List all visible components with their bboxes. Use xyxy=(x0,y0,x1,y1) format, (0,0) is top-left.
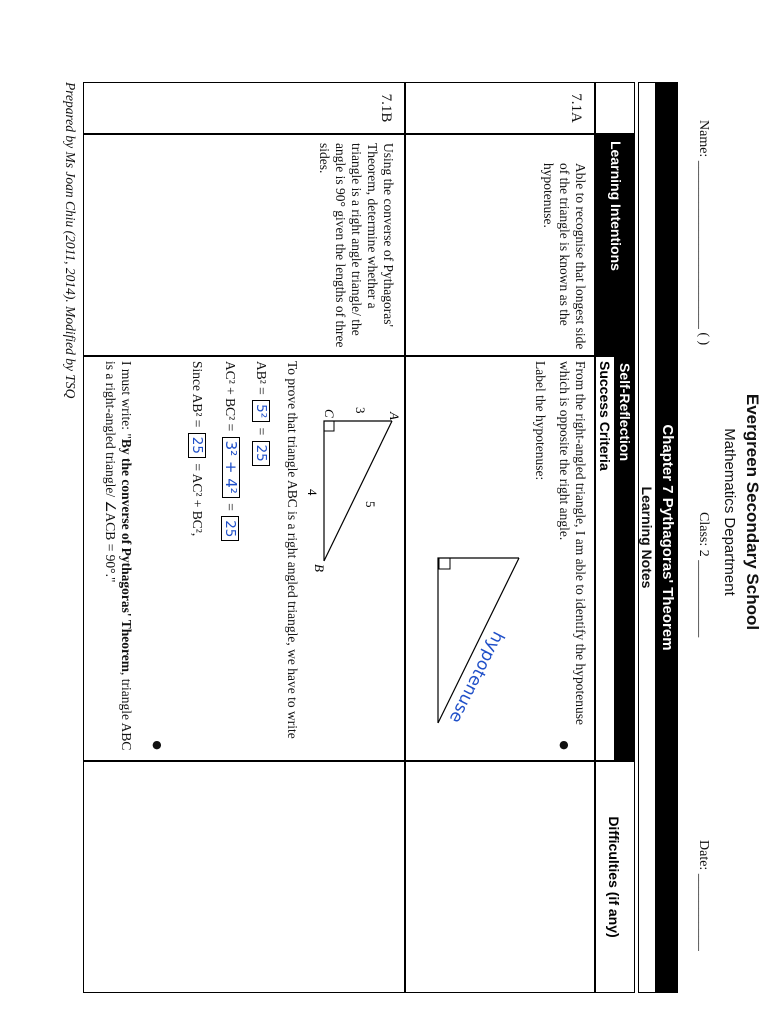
vertex-c: C xyxy=(322,409,337,418)
eq1-equals: = xyxy=(254,427,269,436)
eq2-answer-box-2[interactable]: 25 xyxy=(221,516,239,541)
footer-credit: Prepared by Ms Joan Chiu (2011, 2014). Modified by TSQ xyxy=(63,82,78,399)
eq2-lhs: AC² + BC² = xyxy=(223,361,238,432)
row-code-label: 7.1B xyxy=(378,93,394,123)
right-angle-marker xyxy=(439,558,450,569)
eq1-answer-box-2[interactable]: 25 xyxy=(252,441,270,466)
name-field: Name: ________________________ ( ) xyxy=(696,120,711,346)
eq2-answer-box-1[interactable]: 3² + 4² xyxy=(222,437,240,498)
side-ac-length: 3 xyxy=(353,407,368,414)
school-name: Evergreen Secondary School xyxy=(743,393,762,631)
class-field: Class: 2 ___________ xyxy=(696,512,711,638)
eq1-answer-box-1[interactable]: 5² xyxy=(252,400,270,422)
header-self-reflection: Self-Reflection xyxy=(615,356,635,761)
header-learning-intentions: Learning Intentions xyxy=(595,134,635,356)
header-success-criteria: Success Criteria xyxy=(595,356,615,761)
since-answer-box[interactable]: 25 xyxy=(188,433,206,458)
learning-table xyxy=(83,82,635,993)
department-name: Mathematics Department xyxy=(721,428,738,596)
apple-icon: ● xyxy=(558,740,571,750)
handwritten-hypotenuse: hypotenuse xyxy=(444,627,508,727)
vertex-b: B xyxy=(312,564,327,572)
date-field: Date: ___________ xyxy=(696,840,711,951)
since-suffix: = AC² + BC², xyxy=(190,463,205,537)
must-write-suffix: , triangle ABC is a right-angled triangle/ ∠ACB = 90°." xyxy=(103,361,134,751)
learning-notes-title: Learning Notes xyxy=(638,82,656,993)
side-cb-length: 4 xyxy=(305,489,320,496)
must-write-prefix: I must write: " xyxy=(119,361,134,439)
right-angle-marker-c xyxy=(324,421,334,431)
label-hypotenuse-prompt: Label the hypotenuse: xyxy=(533,361,548,481)
triangle-hypotenuse xyxy=(438,558,519,723)
triangle-abc xyxy=(300,371,400,591)
difficulties-7-1b[interactable] xyxy=(83,761,405,993)
eq2-equals: = xyxy=(223,503,238,511)
prove-intro: To prove that triangle ABC is a right angled triangle, we have to write xyxy=(285,361,300,739)
intention-7-1a: Able to recognise that longest side of the triangle is known as the hypotenuse. xyxy=(405,134,595,356)
conclusion-statement xyxy=(96,357,140,760)
chapter-title: Chapter 7 Pythagoras' Theorem xyxy=(656,82,678,993)
row-code-7-1a xyxy=(405,82,595,134)
since-prefix: Since AB² = xyxy=(190,361,205,428)
triangle-abc-hypotenuse xyxy=(324,421,392,561)
apple-icon: ● xyxy=(151,740,164,750)
equation-ac-bc xyxy=(215,357,246,547)
criteria-7-1a xyxy=(405,356,595,761)
criteria-7-1b xyxy=(83,356,405,761)
criteria-7-1a-text: From the right-angled triangle, I am able to identify the hypotenuse which is opposite the right angle. xyxy=(557,361,588,726)
eq1-lhs: AB² = xyxy=(254,361,269,395)
hypotenuse-triangle xyxy=(436,557,526,727)
intention-7-1b: Using the converse of Pythagoras' Theorem, determine whether a triangle is a right angle triangle/ the angle is 90° given the lengths of three sides. xyxy=(83,134,405,356)
difficulties-7-1a[interactable] xyxy=(405,761,595,993)
converse-theorem-bold: By the converse of Pythagoras' Theorem xyxy=(119,438,134,672)
header-code-cell xyxy=(595,82,635,134)
header-difficulties: Difficulties (if any) xyxy=(595,761,635,993)
row-code-7-1b xyxy=(83,82,405,134)
equation-ab xyxy=(246,357,276,472)
student-info-row xyxy=(689,120,711,1020)
side-ab-length: 5 xyxy=(363,501,378,508)
since-statement xyxy=(182,357,212,540)
row-code-label: 7.1A xyxy=(568,93,584,123)
vertex-a: A xyxy=(387,412,402,420)
